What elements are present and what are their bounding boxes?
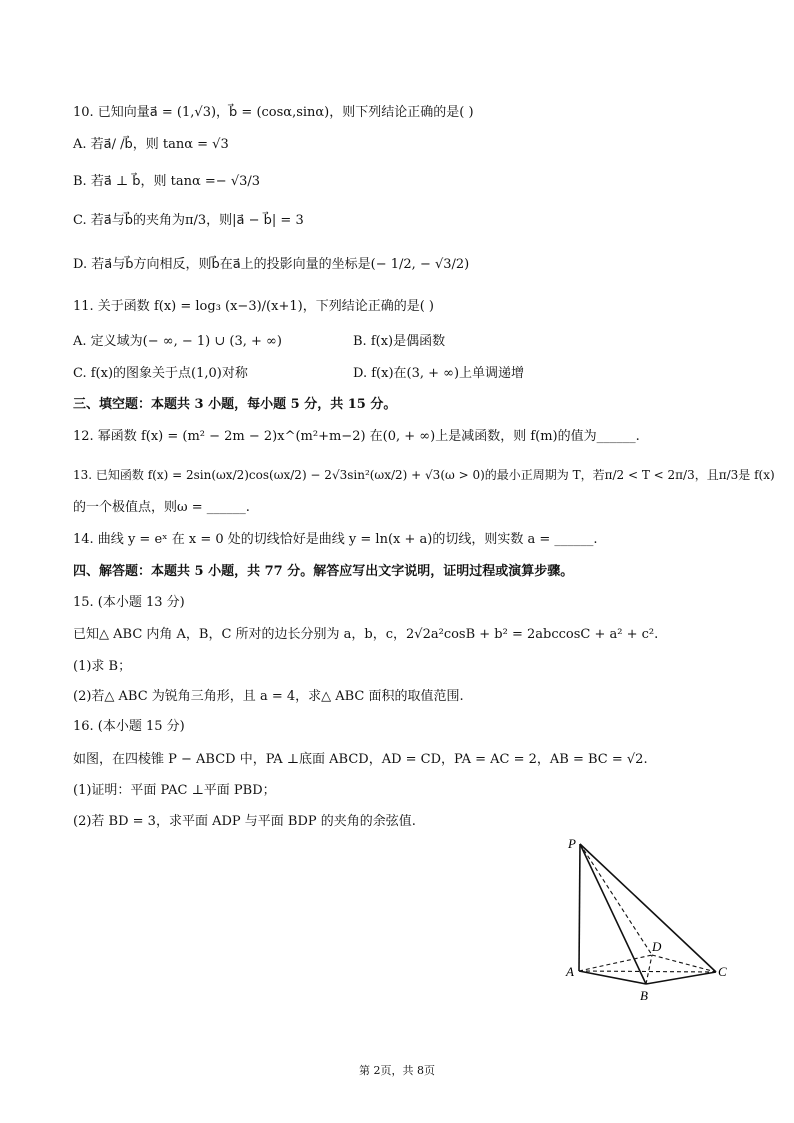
q15-heading: 15. (本小题 13 分) — [73, 595, 185, 610]
edge-bc — [646, 972, 716, 984]
q11-option-c: C. f(x)的图象关于点(1,0)对称 — [73, 366, 248, 381]
q10-option-a: A. 若a⃗/ /b⃗，则 tanα = √3 — [73, 137, 229, 152]
q10-option-c: C. 若a⃗与b⃗的夹角为π/3，则|a⃗ − b⃗| = 3 — [73, 213, 304, 228]
edge-pa — [579, 844, 580, 971]
label-c: C — [718, 964, 727, 979]
label-a: A — [566, 964, 574, 979]
edge-pb — [580, 844, 646, 984]
label-d: D — [652, 939, 662, 954]
q15-part2: (2)若△ ABC 为锐角三角形，且 a = 4，求△ ABC 面积的取值范围. — [73, 689, 464, 704]
q11-option-a: A. 定义域为(− ∞, − 1) ∪ (3, + ∞) — [73, 334, 282, 349]
edge-bd — [646, 955, 652, 984]
label-b: B — [640, 988, 648, 1003]
q13-line2: 的一个极值点，则ω = ______. — [73, 500, 250, 515]
q15-part1: (1)求 B； — [73, 659, 132, 674]
q12: 12. 幂函数 f(x) = (m² − 2m − 2)x^(m²+m−2) 在(0, + ∞)上是减函数，则 f(m)的值为______. — [73, 429, 640, 444]
edge-pc — [580, 844, 716, 972]
q15-stem: 已知△ ABC 内角 A，B，C 所对的边长分别为 a，b，c，2√2a²cosB + b² = 2abccosC + a² + c². — [73, 627, 659, 642]
pyramid-figure — [560, 830, 740, 1005]
q10-stem: 10. 已知向量a⃗ = (1,√3)，b⃗ = (cosα,sinα)，则下列结论正确的是( ) — [73, 105, 474, 120]
section-4-heading: 四、解答题：本题共 5 小题，共 77 分。解答应写出文字说明，证明过程或演算步骤。 — [73, 564, 574, 579]
edge-ab — [579, 971, 646, 984]
edge-pd — [580, 844, 652, 955]
section-3-heading: 三、填空题：本题共 3 小题，每小题 5 分，共 15 分。 — [73, 397, 397, 412]
q10-option-b: B. 若a⃗ ⊥ b⃗，则 tanα =− √3/3 — [73, 174, 261, 189]
q14: 14. 曲线 y = eˣ 在 x = 0 处的切线恰好是曲线 y = ln(x + a)的切线，则实数 a = ______. — [73, 532, 598, 547]
q16-part2: (2)若 BD = 3，求平面 ADP 与平面 BDP 的夹角的余弦值. — [73, 814, 416, 829]
label-p: P — [568, 836, 576, 851]
q16-part1: (1)证明：平面 PAC ⊥平面 PBD； — [73, 783, 276, 798]
q11-option-b: B. f(x)是偶函数 — [353, 334, 446, 349]
q11-stem: 11. 关于函数 f(x) = log₃ (x−3)/(x+1)，下列结论正确的是( ) — [73, 299, 434, 314]
page-footer: 第 2页，共 8页 — [359, 1064, 435, 1077]
q10-option-d: D. 若a⃗与b⃗方向相反，则b⃗在a⃗上的投影向量的坐标是(− 1/2, − √3/2) — [73, 257, 470, 272]
edge-ad — [579, 955, 652, 971]
q16-heading: 16. (本小题 15 分) — [73, 719, 185, 734]
edge-ac — [579, 971, 716, 972]
q13-line1: 13. 已知函数 f(x) = 2sin(ωx/2)cos(ωx/2) − 2√3sin²(ωx/2) + √3(ω > 0)的最小正周期为 T，若π/2 < T < 2π/3，且π/3是 f(x) — [73, 468, 775, 482]
q16-stem: 如图，在四棱锥 P − ABCD 中，PA ⊥底面 ABCD，AD = CD，PA = AC = 2，AB = BC = √2. — [73, 752, 648, 767]
q11-option-d: D. f(x)在(3, + ∞)上单调递增 — [353, 366, 525, 381]
